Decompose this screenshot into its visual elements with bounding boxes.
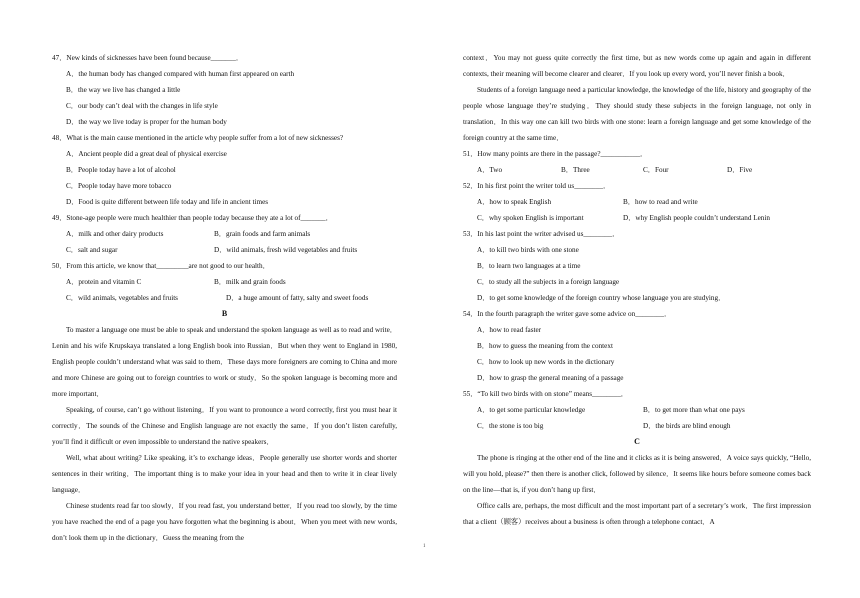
question-48: 48．What is the main cause mentioned in the article why people suffer from a lot of new sicknesses? <box>52 134 344 142</box>
options-55-row1 <box>463 402 811 418</box>
question-50: 50．From this article, we know that_________are not good to our health． <box>52 262 270 270</box>
option-48b: B．People today have a lot of alcohol <box>66 166 176 174</box>
option-48a: A．Ancient people did a great deal of physical exercise <box>66 150 227 158</box>
option-50b: B．milk and grain foods <box>214 278 286 286</box>
passage-b-paragraph-5: Students of a foreign language need a particular knowledge, the knowledge of the life, history and geography of the people whose language they’re studying．They should study these subjects in the foreign language, not only in translation．In this way one can kill two birds with one stone: learn a foreign language and get some knowledge of the foreign country at the same time． <box>463 86 811 142</box>
question-52: 52．In his first point the writer told us________． <box>463 182 611 190</box>
option-50d: D．a huge amount of fatty, salty and sweet foods <box>226 294 369 302</box>
question-55: 55．“To kill two birds with on stone” means________． <box>463 390 628 398</box>
options-49-row2 <box>52 242 397 258</box>
question-47: 47．New kinds of sicknesses have been found because_______． <box>52 54 244 62</box>
option-49c: C．salt and sugar <box>66 246 118 254</box>
option-51c: C．Four <box>643 166 669 174</box>
option-52b: B．how to read and write <box>623 198 698 206</box>
option-53b: B．to learn two languages at a time <box>477 262 581 270</box>
option-55b: B．to get more than what one pays <box>643 406 745 414</box>
option-49d: D．wild animals, fresh wild vegetables and fruits <box>214 246 358 254</box>
options-49-row1 <box>52 226 397 242</box>
option-47a: A．the human body has changed compared with human first appeared on earth <box>66 70 295 78</box>
options-51 <box>463 162 811 178</box>
page-number: 1 <box>423 544 426 549</box>
options-55-row2 <box>463 418 811 434</box>
option-51a: A．Two <box>477 166 503 174</box>
option-55d: D．the birds are blind enough <box>643 422 731 430</box>
question-54: 54．In the fourth paragraph the writer gave some advice on________． <box>463 310 672 318</box>
option-55a: A．to get some particular knowledge <box>477 406 586 414</box>
option-50a: A．protein and vitamin C <box>66 278 142 286</box>
option-52c: C．why spoken English is important <box>477 214 584 222</box>
passage-b-paragraph-4-continued: context．You may not guess quite correctly the first time, but as new words come up again and again in different contexts, their meaning will become clearer and clearer．If you look up every word, you’ll never finish a book． <box>463 54 811 78</box>
passage-b-paragraph-2: Speaking, of course, can’t go without listening．If you want to pronounce a word correctly, first you must hear it correctly．The sounds of the Chinese and English language are not exactly the same．If you don’t listen carefully, you’ll find it difficult or even impossible to understand the native speakers． <box>52 406 397 446</box>
option-53d: D．to get some knowledge of the foreign country whose language you are studying． <box>477 294 726 302</box>
question-51: 51．How many points are there in the passage?___________． <box>463 150 648 158</box>
passage-c-paragraph-1: The phone is ringing at the other end of the line and it clicks as it is being answered．A voice says quickly, “Hello, will you hold, please?” then there is another click, followed by silence．It seems like hours before someone comes back on the line—that is, if you don’t hang up first． <box>463 454 811 494</box>
option-55c: C．the stone is too big <box>477 422 544 430</box>
question-53: 53．In his last point the writer advised us________． <box>463 230 620 238</box>
passage-b-paragraph-1: To master a language one must be able to speak and understand the spoken language as well as to read and write．Lenin and his wife Krupskaya translated a long English book into Russian．But when they went to England in 1980, English people couldn’t understand what was said to them．These days more foreigners are coming to China and more and more Chinese are going out to foreign countries to work or study．So the spoken language is becoming more and more important． <box>52 326 397 398</box>
option-54a: A．how to read faster <box>477 326 542 334</box>
option-48d: D．Food is quite different between life today and life in ancient times <box>66 198 269 206</box>
option-48c: C．People today have more tobacco <box>66 182 172 190</box>
passage-b-paragraph-3: Well, what about writing? Like speaking, it’s to exchange ideas．People generally use shorter words and shorter sentences in their writing．The important thing is to make your idea in your head and then to write it in clear lively language． <box>52 454 397 494</box>
option-51d: D．Five <box>727 166 753 174</box>
options-50-row2 <box>52 290 397 306</box>
option-52a: A．how to speak English <box>477 198 552 206</box>
options-52-row1 <box>463 194 811 210</box>
option-53a: A．to kill two birds with one stone <box>477 246 579 254</box>
option-51b: B．Three <box>561 166 590 174</box>
left-column <box>52 50 397 546</box>
option-49b: B．grain foods and farm animals <box>214 230 311 238</box>
passage-c-paragraph-2: Office calls are, perhaps, the most difficult and the most important part of a secretary’s work．The first impression that a client（顾客）receives about a business is often through a telephone contact．A <box>463 502 811 526</box>
option-47c: C．our body can’t deal with the changes in life style <box>66 102 218 110</box>
option-53c: C．to study all the subjects in a foreign language <box>477 278 620 286</box>
option-54b: B．how to guess the meaning from the context <box>477 342 613 350</box>
options-52-row2 <box>463 210 811 226</box>
passage-b-paragraph-4: Chinese students read far too slowly．If you read fast, you understand better．If you read too slowly, by the time you have reached the end of a page you have forgotten what the beginning is about．When you meet with new words, don’t look them up in the dictionary．Guess the meaning from the <box>52 502 397 542</box>
option-49a: A．milk and other dairy products <box>66 230 164 238</box>
section-b-heading: B <box>221 309 228 318</box>
option-52d: D．why English people couldn’t understand Lenin <box>623 214 770 222</box>
section-c-heading: C <box>634 437 640 446</box>
options-50-row1 <box>52 274 397 290</box>
option-54c: C．how to look up new words in the dictionary <box>477 358 615 366</box>
option-50c: C．wild animals, vegetables and fruits <box>66 294 178 302</box>
option-54d: D．how to grasp the general meaning of a passage <box>477 374 624 382</box>
right-column <box>463 50 811 530</box>
question-49: 49．Stone-age people were much healthier than people today because they ate a lot of_______． <box>52 214 333 222</box>
option-47b: B．the way we live has changed a little <box>66 86 181 94</box>
option-47d: D．the way we live today is proper for the human body <box>66 118 227 126</box>
